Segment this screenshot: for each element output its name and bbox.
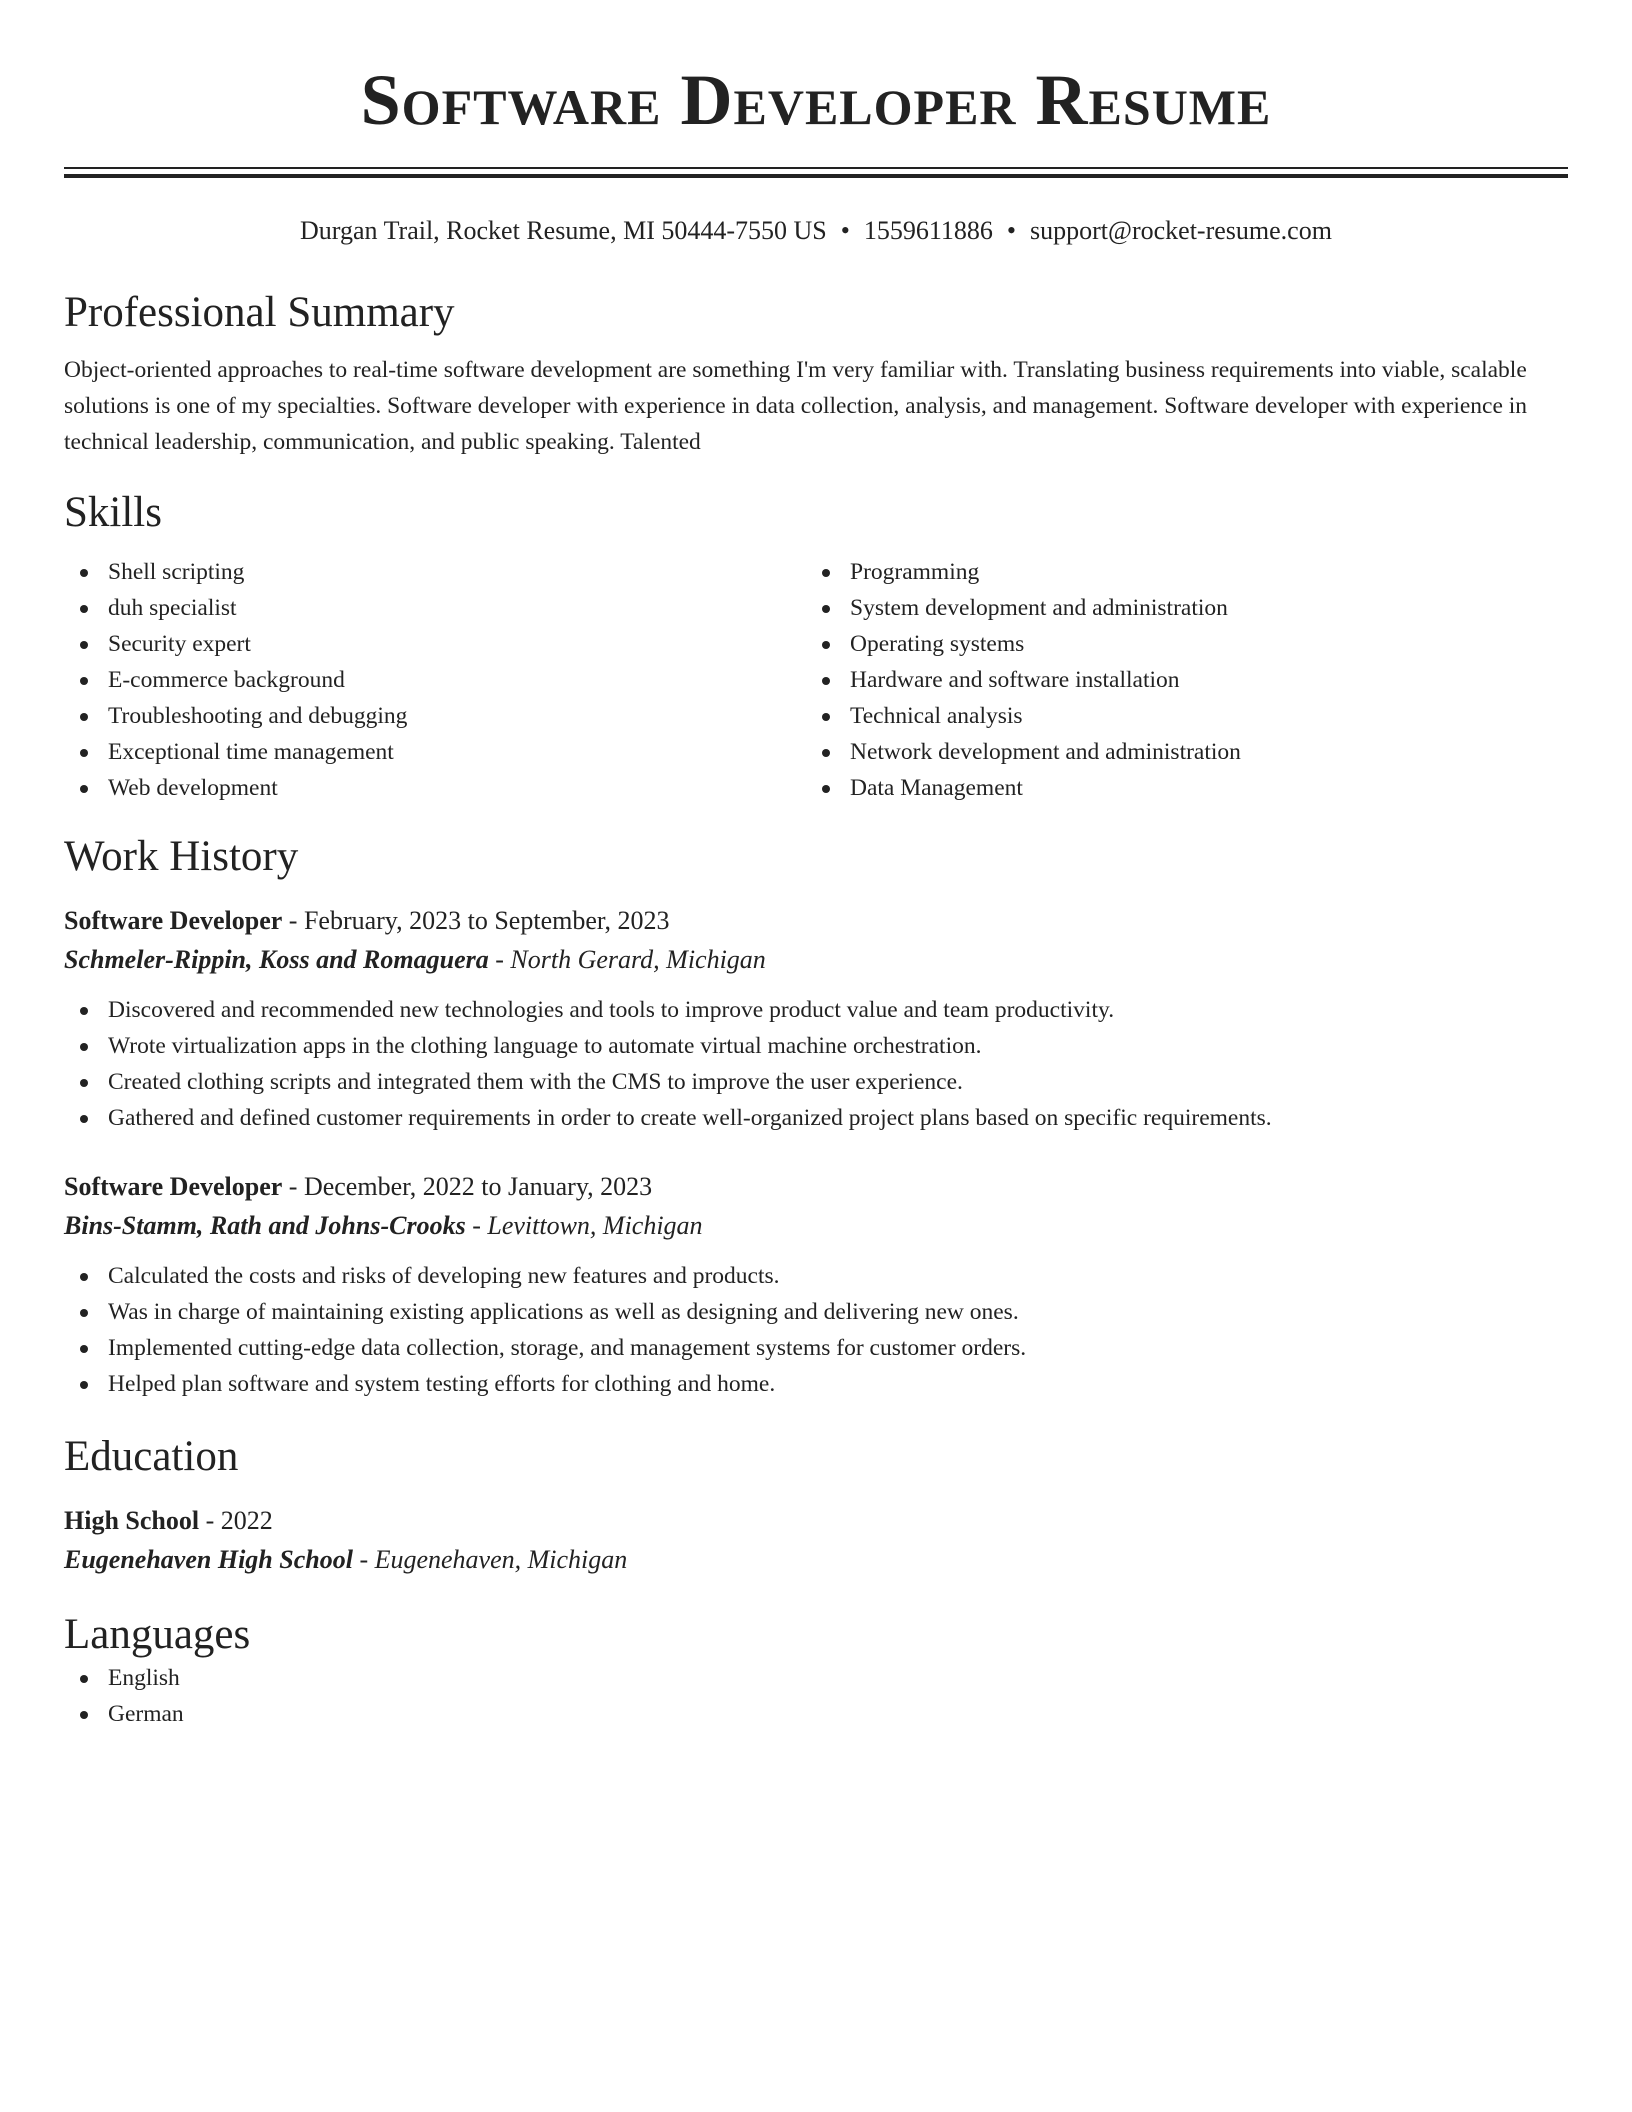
contact-separator: • — [840, 216, 850, 245]
job-duty-item: Calculated the costs and risks of developing new features and products. — [64, 1258, 1568, 1294]
job-duty-item: Implemented cutting-edge data collection, storage, and management systems for customer orders. — [64, 1330, 1568, 1366]
job-duty-item: Was in charge of maintaining existing applications as well as designing and delivering new ones. — [64, 1294, 1568, 1330]
company-line — [64, 940, 1568, 980]
company-location: - North Gerard, Michigan — [495, 945, 766, 974]
title-divider-thin — [64, 167, 1568, 169]
degree-name: High School — [64, 1506, 200, 1535]
contact-line — [64, 214, 1568, 248]
skill-item: Web development — [64, 770, 806, 806]
language-item: English — [64, 1660, 1568, 1696]
skill-item: Technical analysis — [806, 698, 1548, 734]
contact-address: Durgan Trail, Rocket Resume, MI 50444-7550 US — [300, 216, 827, 245]
company-name: Bins-Stamm, Rath and Johns-Crooks — [64, 1211, 466, 1240]
resume-page — [64, 0, 1568, 1732]
skill-item: Security expert — [64, 626, 806, 662]
skill-item: Troubleshooting and debugging — [64, 698, 806, 734]
company-line — [64, 1206, 1568, 1246]
skill-item: Operating systems — [806, 626, 1548, 662]
job-duty-item: Gathered and defined customer requirements in order to create well-organized project plans based on specific requirements. — [64, 1100, 1568, 1136]
skills-heading: Skills — [64, 489, 162, 536]
skill-item: E-commerce background — [64, 662, 806, 698]
degree-line — [64, 1502, 1568, 1540]
skills-list-right — [806, 554, 1548, 806]
job-duty-item: Created clothing scripts and integrated them with the CMS to improve the user experience. — [64, 1064, 1568, 1100]
school-location: - Eugenehaven, Michigan — [359, 1545, 628, 1574]
title-divider-thick — [64, 174, 1568, 178]
languages-list — [64, 1660, 1568, 1732]
skill-item: Exceptional time management — [64, 734, 806, 770]
school-name: Eugenehaven High School — [64, 1545, 353, 1574]
language-item: German — [64, 1696, 1568, 1732]
languages-heading: Languages — [64, 1611, 251, 1658]
school-line — [64, 1540, 1568, 1580]
company-name: Schmeler-Rippin, Koss and Romaguera — [64, 945, 489, 974]
job-title-line — [64, 902, 1568, 940]
job-dates: - February, 2023 to September, 2023 — [288, 906, 670, 935]
job-entry — [64, 1168, 1568, 1402]
skills-list-left — [64, 554, 806, 806]
contact-phone: 1559611886 — [863, 216, 993, 245]
work-history-heading: Work History — [64, 833, 299, 880]
skill-item: Programming — [806, 554, 1548, 590]
job-duty-item: Wrote virtualization apps in the clothing language to automate virtual machine orchestration. — [64, 1028, 1568, 1064]
resume-title: Software Developer Resume — [360, 60, 1272, 140]
skill-item: System development and administration — [806, 590, 1548, 626]
skill-item: duh specialist — [64, 590, 806, 626]
education-entry — [64, 1502, 1568, 1580]
job-duties-list — [64, 992, 1568, 1136]
contact-email: support@rocket-resume.com — [1030, 216, 1332, 245]
summary-heading: Professional Summary — [64, 289, 455, 336]
summary-text: Object-oriented approaches to real-time software development are something I'm very familiar with. Translating business requirements into viable, scalable solutions is one of my specialties. Software developer with experience in data collection, analysis, and management. Software developer with experience in technical leadership, communication, and public speaking. Talented — [64, 357, 1528, 455]
job-duty-item: Helped plan software and system testing efforts for clothing and home. — [64, 1366, 1568, 1402]
job-title: Software Developer — [64, 906, 283, 935]
contact-separator: • — [1006, 216, 1017, 245]
job-title: Software Developer — [64, 1172, 283, 1201]
education-heading: Education — [64, 1433, 239, 1480]
skills-columns — [64, 554, 1568, 806]
skill-item: Hardware and software installation — [806, 662, 1548, 698]
job-entry — [64, 902, 1568, 1136]
skill-item: Data Management — [806, 770, 1548, 806]
job-duty-item: Discovered and recommended new technologies and tools to improve product value and team productivity. — [64, 992, 1568, 1028]
job-duties-list — [64, 1258, 1568, 1402]
skill-item: Shell scripting — [64, 554, 806, 590]
company-location: - Levittown, Michigan — [472, 1211, 703, 1240]
job-dates: - December, 2022 to January, 2023 — [288, 1172, 653, 1201]
degree-year: - 2022 — [205, 1506, 273, 1535]
job-title-line — [64, 1168, 1568, 1206]
skill-item: Network development and administration — [806, 734, 1548, 770]
